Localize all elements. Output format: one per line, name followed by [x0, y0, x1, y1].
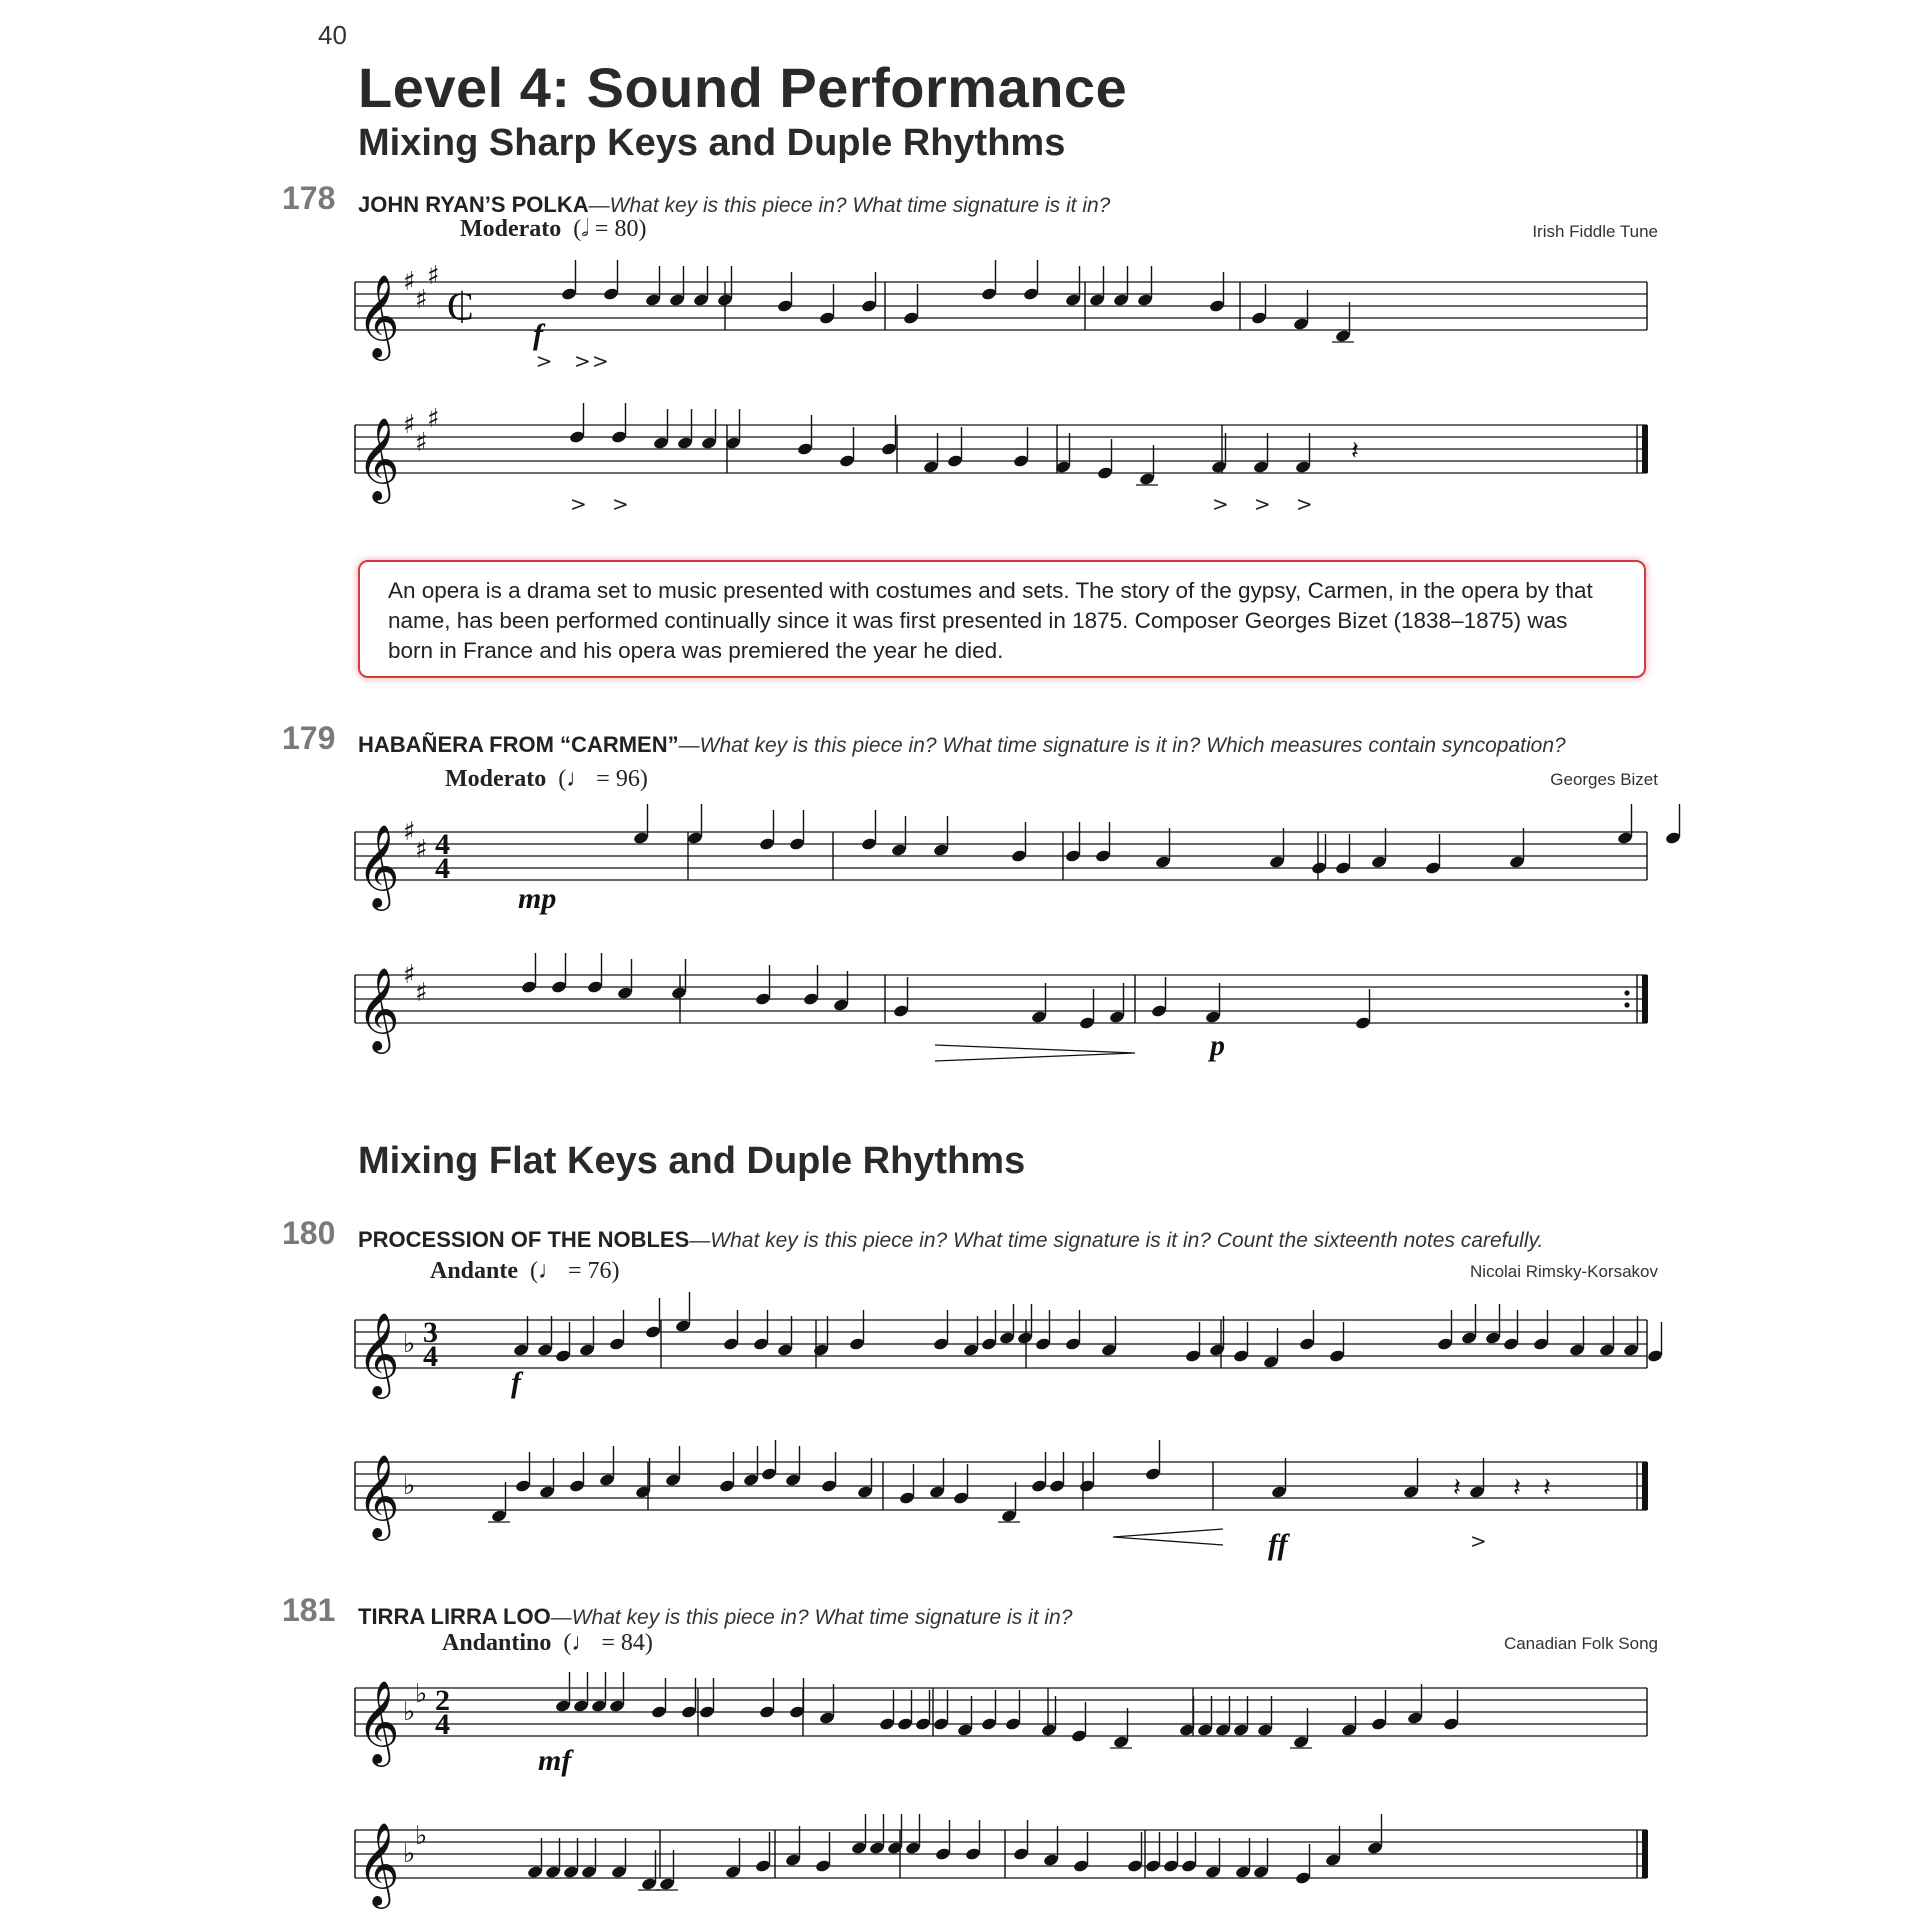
metronome-mark: (♩ = 96): [558, 766, 648, 792]
exercise-number: 178: [282, 180, 336, 216]
page-number: 40: [318, 20, 347, 50]
accent-mark: >: [1470, 1529, 1487, 1553]
crescendo-hairpin: [1113, 1529, 1223, 1545]
cut-time-icon: ₵: [447, 284, 474, 329]
flat-icon: ♭: [403, 1329, 416, 1359]
dynamic-marking: f: [533, 318, 543, 351]
treble-clef-icon: 𝄞: [357, 416, 400, 500]
accent-mark: >: [592, 349, 609, 373]
exercise-question: —What key is this piece in? What time signature is it in? Count the sixteenth notes carefully.: [689, 1229, 1544, 1252]
music-staff: [355, 955, 1655, 1075]
accent-mark: >: [574, 349, 591, 373]
accent-mark: >: [1254, 492, 1271, 516]
time-signature-bottom: 4: [435, 1708, 450, 1741]
rest-icon: 𝄽: [1453, 1473, 1461, 1503]
section-heading-sharp-keys: Mixing Sharp Keys and Duple Rhythms: [358, 122, 1066, 164]
final-bar-thick: [1642, 425, 1648, 473]
accent-mark: >: [535, 349, 553, 373]
sharp-icon: ♯: [427, 404, 440, 434]
composer-credit: Canadian Folk Song: [1503, 1634, 1658, 1653]
tempo-word: Moderato: [445, 766, 547, 792]
time-signature-top: 4: [435, 828, 450, 861]
accent-mark: >: [612, 492, 629, 516]
treble-clef-icon: 𝄞: [357, 273, 400, 357]
exercise-number: 181: [282, 1592, 336, 1628]
exercise-question: —What key is this piece in? What time signature is it in?: [550, 1606, 1073, 1629]
accent-mark: >: [570, 492, 587, 516]
tempo-word: Andantino: [442, 1630, 552, 1656]
sharp-icon: ♯: [403, 817, 416, 847]
sharp-icon: ♯: [415, 978, 428, 1008]
tempo-marking: [430, 1258, 620, 1285]
accent-mark: >: [1212, 492, 1229, 516]
tempo-word: Andante: [430, 1258, 519, 1284]
tempo-marking: [445, 766, 648, 793]
rest-icon: 𝄽: [1543, 1473, 1551, 1503]
dynamic-marking: mp: [518, 882, 557, 915]
metronome-mark: (♩ = 84): [563, 1630, 653, 1656]
music-staff: [355, 1300, 1655, 1400]
tempo-word: Moderato: [460, 216, 562, 242]
repeat-dot: [1624, 990, 1629, 995]
flat-icon: ♭: [415, 1821, 428, 1851]
treble-clef-icon: 𝄞: [357, 823, 400, 907]
dynamic-marking: f: [511, 1366, 521, 1399]
time-signature-bottom: 4: [435, 852, 450, 885]
treble-clef-icon: 𝄞: [357, 1821, 400, 1905]
exercise-question: —What key is this piece in? What time signature is it in? Which measures contain syncopation?: [678, 734, 1566, 757]
dynamic-marking: p: [1210, 1029, 1225, 1062]
exercise-number: 179: [282, 720, 336, 756]
exercise-title-line: [358, 1604, 1072, 1630]
final-bar-thick: [1642, 1462, 1648, 1510]
exercise-title-line: [358, 192, 1110, 218]
exercise-title: JOHN RYAN’S POLKA: [358, 192, 589, 217]
flat-icon: ♭: [403, 1697, 416, 1727]
music-staff: [355, 812, 1655, 922]
treble-clef-icon: 𝄞: [357, 1453, 400, 1537]
flat-icon: ♭: [403, 1471, 416, 1501]
exercise-title-line: [358, 1227, 1543, 1253]
metronome-mark: (♩ = 76): [530, 1258, 620, 1284]
exercise-title: TIRRA LIRRA LOO: [358, 1604, 551, 1629]
final-bar-thick: [1642, 975, 1648, 1023]
music-staff: [355, 1810, 1655, 1910]
music-staff: [355, 1442, 1655, 1561]
composer-credit: Nicolai Rimsky-Korsakov: [1470, 1262, 1658, 1281]
exercise-question: —What key is this piece in? What time signature is it in?: [588, 194, 1111, 217]
exercise-number: 180: [282, 1215, 336, 1251]
exercise-title-line: [358, 732, 1566, 758]
rest-icon: 𝄽: [1351, 436, 1359, 466]
rest-icon: 𝄽: [1513, 1473, 1521, 1503]
sharp-icon: ♯: [403, 960, 416, 990]
sharp-icon: ♯: [403, 410, 416, 440]
treble-clef-icon: 𝄞: [357, 1311, 400, 1395]
music-staff: [355, 1668, 1655, 1778]
page-title: Level 4: Sound Performance: [358, 56, 1128, 119]
section-heading-flat-keys: Mixing Flat Keys and Duple Rhythms: [358, 1140, 1026, 1182]
sharp-icon: ♯: [427, 261, 440, 291]
tempo-marking: [460, 216, 646, 243]
composer-credit: Irish Fiddle Tune: [1532, 222, 1658, 241]
time-signature-top: 3: [423, 1316, 438, 1349]
exercise-title: HABAÑERA FROM “CARMEN”: [358, 732, 679, 757]
tempo-marking: [442, 1630, 653, 1657]
composer-credit: Georges Bizet: [1550, 770, 1658, 789]
flat-icon: ♭: [415, 1679, 428, 1709]
metronome-mark: (𝅗𝅥 = 80): [573, 216, 647, 242]
music-staff: [355, 405, 1655, 515]
treble-clef-icon: 𝄞: [357, 966, 400, 1050]
time-signature-bottom: 4: [423, 1340, 438, 1373]
dynamic-marking: ff: [1268, 1528, 1288, 1561]
sharp-icon: ♯: [415, 428, 428, 458]
decrescendo-hairpin: [935, 1045, 1135, 1061]
music-staff: [355, 261, 1655, 373]
accent-mark: >: [1296, 492, 1313, 516]
opera-info-box: An opera is a drama set to music presented with costumes and sets. The story of the gypsy, Carmen, in the opera by that name, has been performed continually since it was first presented in 1875. Composer Georges Bizet (1838–1875) was born in France and his opera was premiered the year he died.: [358, 560, 1646, 678]
sharp-icon: ♯: [415, 285, 428, 315]
time-signature-top: 2: [435, 1684, 450, 1717]
exercise-title: PROCESSION OF THE NOBLES: [358, 1227, 690, 1252]
flat-icon: ♭: [403, 1839, 416, 1869]
repeat-dot: [1624, 1002, 1629, 1007]
treble-clef-icon: 𝄞: [357, 1679, 400, 1763]
final-bar-thick: [1642, 1830, 1648, 1878]
dynamic-marking: mf: [538, 1744, 572, 1777]
sharp-icon: ♯: [415, 835, 428, 865]
sharp-icon: ♯: [403, 267, 416, 297]
